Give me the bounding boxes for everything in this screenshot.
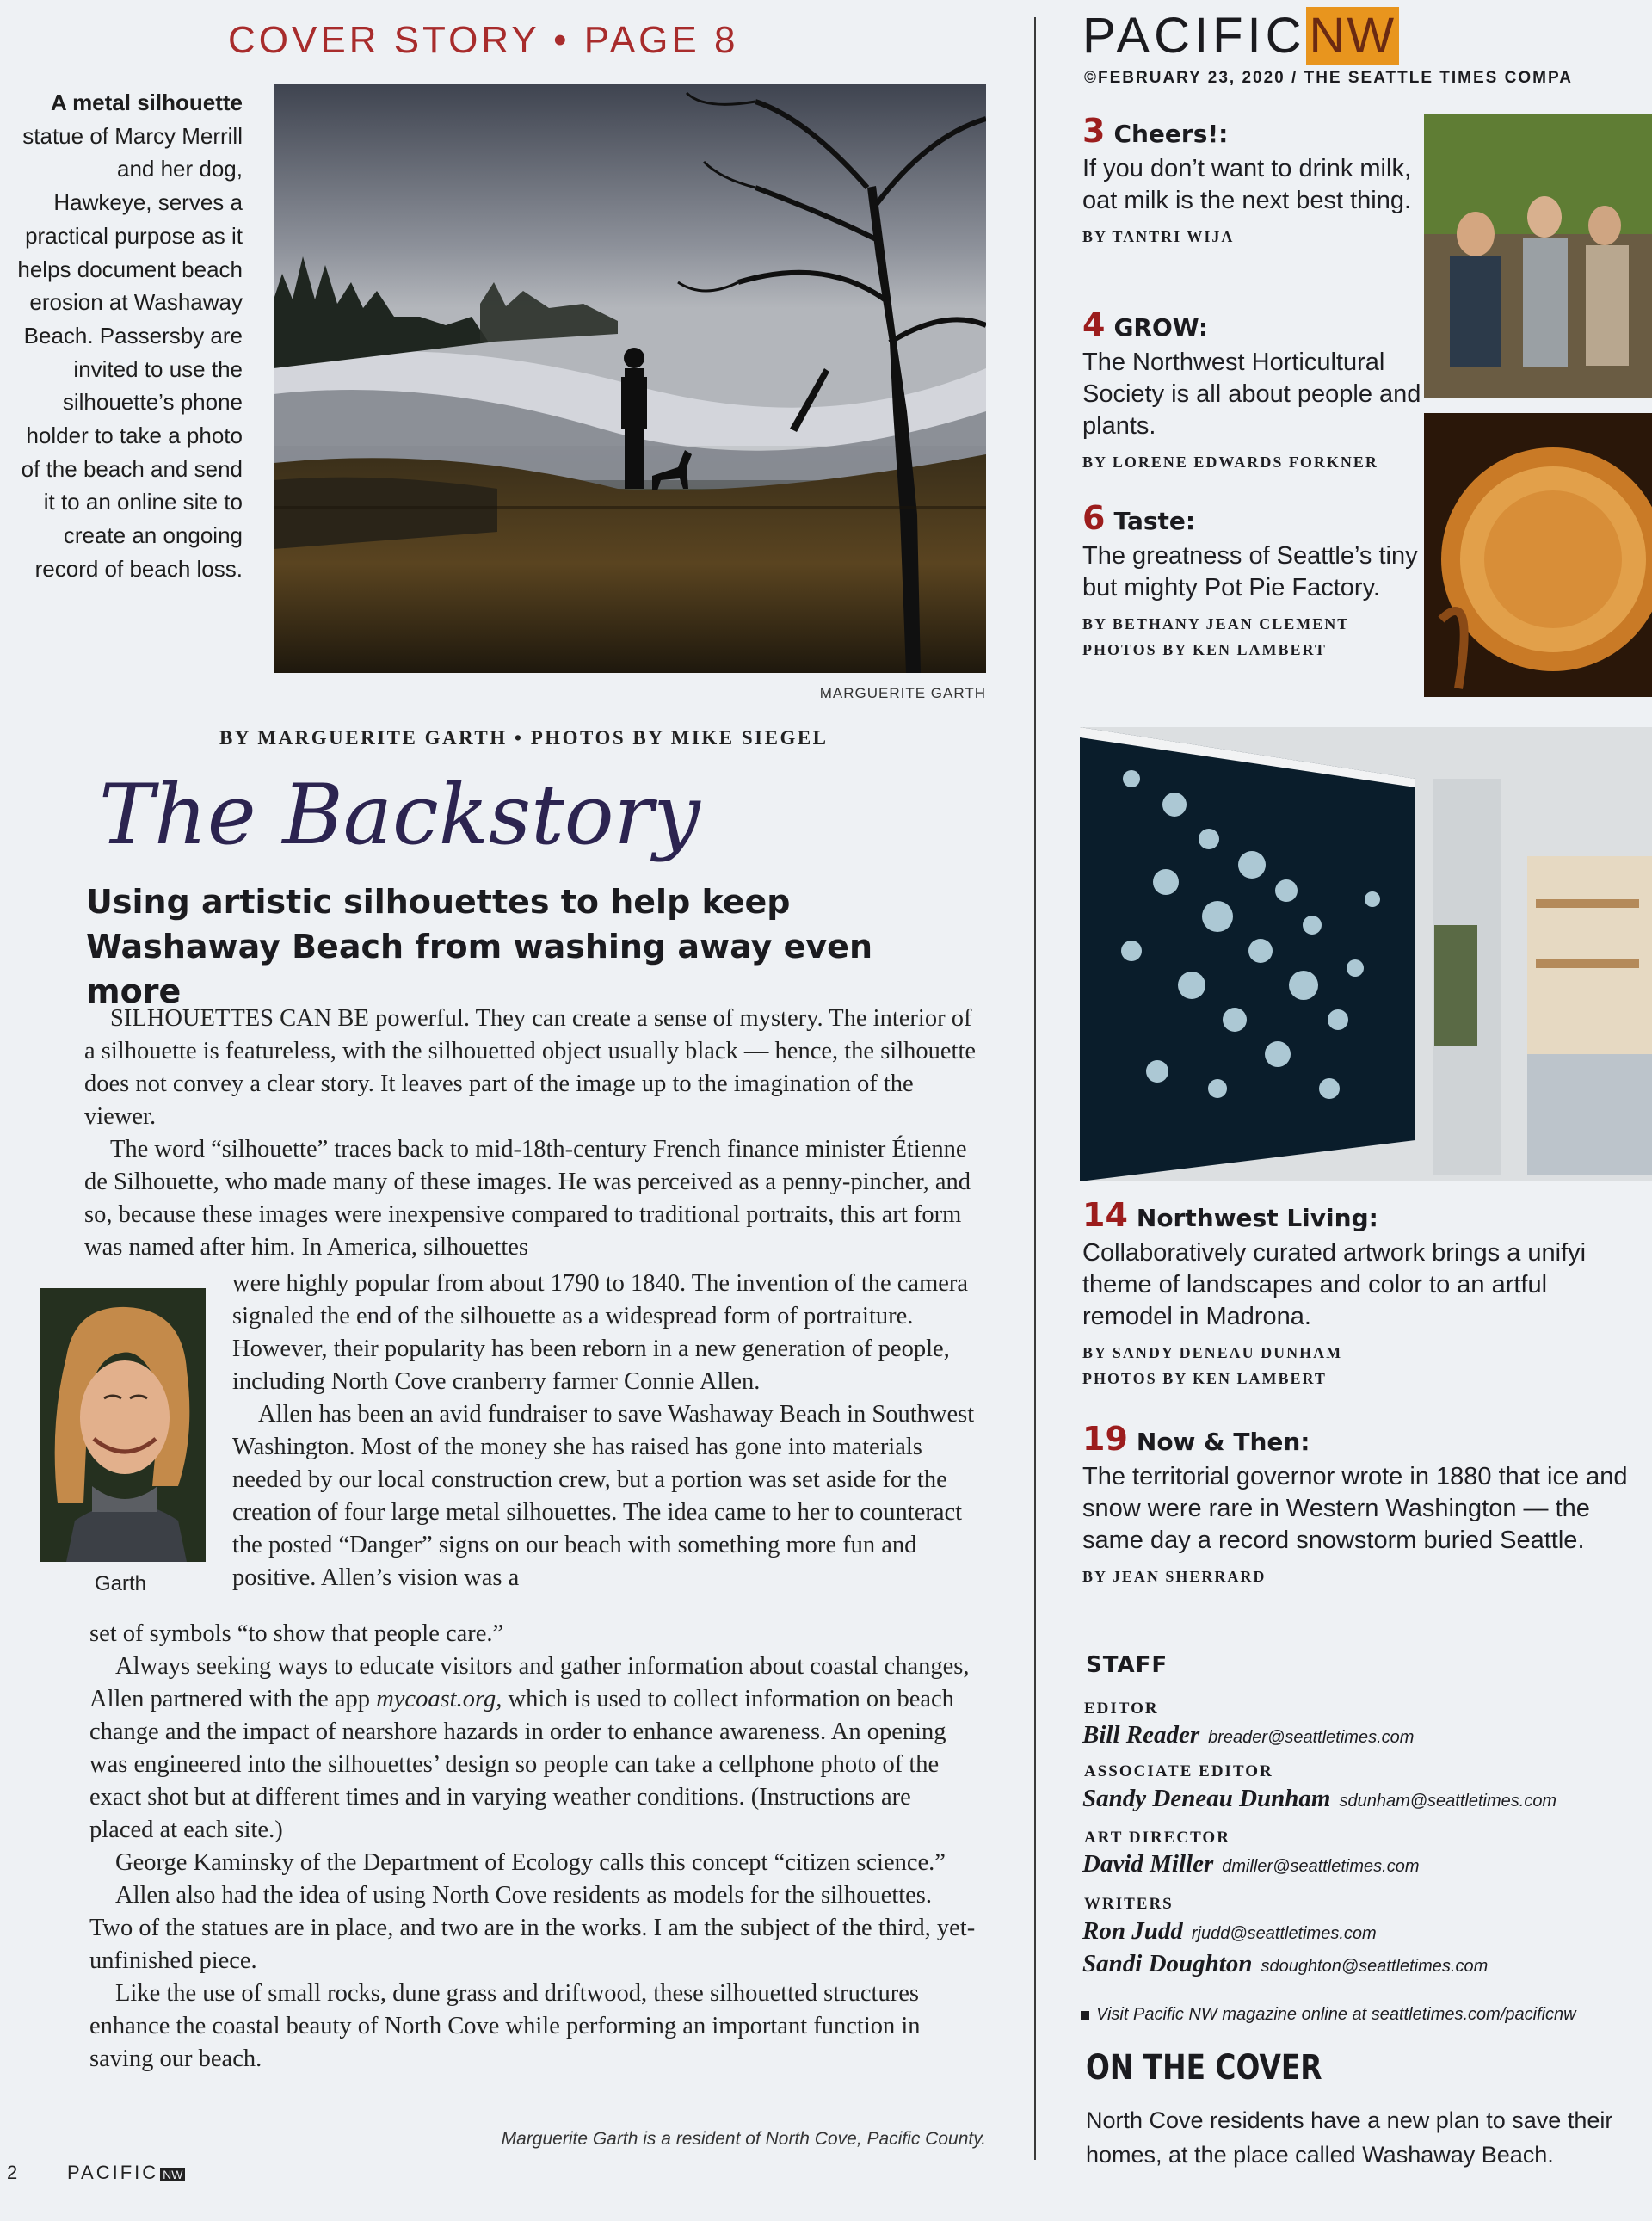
dateline: ©FEBRUARY 23, 2020 / THE SEATTLE TIMES COMPA <box>1084 69 1573 87</box>
toc-section: Northwest Living: <box>1136 1204 1378 1232</box>
article-body-part-3 <box>89 1618 976 2076</box>
visit-online-note <box>1081 2005 1576 2025</box>
toc-description: Collaboratively curated artwork brings a unifyi theme of landscapes and color to an artful remodel in Madrona. <box>1082 1239 1587 1330</box>
toc-description: If you don’t want to drink milk, oat milk is the next best thing. <box>1082 155 1412 214</box>
hero-photo-silhouette-beach <box>274 84 986 673</box>
body-paragraph-3a: Allen has been an avid fundraiser to save Washaway Beach in Southwest Washington. Most of the money she has raised has gone into materials needed by our local construction crew, but a portion was set aside for the creation of four large metal silhouettes. The idea came to her to counteract the posted “Danger” signs on our beach with something more fun and positive. Allen’s vision was a <box>232 1401 975 1591</box>
author-portrait-illustration <box>40 1288 206 1562</box>
column-divider <box>1034 17 1036 2160</box>
author-portrait <box>40 1288 206 1562</box>
body-paragraph-5: George Kaminsky of the Department of Ecology calls this concept “citizen science.” <box>115 1849 946 1876</box>
toc-item-taste[interactable] <box>1082 499 1422 663</box>
staff-member <box>1082 1917 1377 1946</box>
toc-description: The greatness of Seattle’s tiny but mighty Pot Pie Factory. <box>1082 542 1418 602</box>
staff-role-associate-editor: ASSOCIATE EDITOR <box>1084 1762 1273 1780</box>
author-signoff: Marguerite Garth is a resident of North Cove, Pacific County. <box>501 2129 986 2149</box>
toc-item-now-and-then[interactable] <box>1082 1420 1642 1589</box>
page-number: 2 <box>7 2162 18 2183</box>
staff-name: Sandi Doughton <box>1082 1950 1253 1977</box>
body-paragraph-4-before: Always seeking ways to educate visitors and gather information about coastal changes, Allen partnered with the app <box>89 1653 970 1712</box>
body-paragraph-6: Allen also had the idea of using North Cove residents as models for the silhouettes. Two of the statues are in place, and two are in the works. I am the subject of the third, yet-unfinished piece. <box>89 1882 976 1974</box>
photo-caption-lead: A metal silhouette <box>51 89 243 115</box>
toc-section: Now & Then: <box>1136 1428 1310 1456</box>
toc-credit: BY LORENE EDWARDS FORKNER <box>1082 453 1378 471</box>
staff-email-link[interactable]: breader@seattletimes.com <box>1208 1728 1415 1747</box>
on-the-cover-line-1: North Cove residents have a new plan to save their <box>1086 2107 1613 2133</box>
on-the-cover-heading: ON THE COVER <box>1086 2048 1322 2088</box>
toc-page-number: 19 <box>1082 1420 1128 1458</box>
footer-logo <box>67 2162 185 2184</box>
hero-photo-illustration <box>274 84 986 673</box>
body-paragraph-1: SILHOUETTES CAN BE powerful. They can create a sense of mystery. The interior of a silhouette is featureless, with the silhouetted object usually black — hence, the silhouette does not convey a clear story. It leaves part of the image up to the imagination of the viewer. <box>84 1005 977 1130</box>
staff-email-link[interactable]: rjudd@seattletimes.com <box>1191 1924 1377 1943</box>
body-paragraph-4-after: which is used to collect information on beach change and the impact of nearshore hazards in order to enhance awareness. An opening was engineered into the silhouettes’ design so people can take a cellphone photo of the exact shot but at different times and in varying weather conditions. (Instructions are placed at each site.) <box>89 1686 954 1843</box>
toc-credit: BY SANDY DENEAU DUNHAM <box>1082 1344 1343 1361</box>
toc-page-number: 14 <box>1082 1196 1128 1234</box>
app-name-mycoast: mycoast.org, <box>376 1686 502 1712</box>
staff-email-link[interactable]: sdunham@seattletimes.com <box>1339 1792 1557 1811</box>
staff-role-art-director: ART DIRECTOR <box>1084 1829 1230 1847</box>
visit-online-link[interactable]: Visit Pacific NW magazine online at seattletimes.com/pacificnw <box>1096 2005 1576 2024</box>
thumb-cheers-photo <box>1424 114 1652 398</box>
toc-photo-credit: PHOTOS BY KEN LAMBERT <box>1082 641 1327 658</box>
staff-email-link[interactable]: sdoughton@seattletimes.com <box>1261 1957 1489 1976</box>
toc-page-number: 6 <box>1082 499 1106 537</box>
article-title <box>82 749 736 895</box>
on-the-cover-text <box>1086 2103 1652 2172</box>
article-byline: BY MARGUERITE GARTH • PHOTOS BY MIKE SIEGEL <box>219 727 829 749</box>
staff-role-editor: EDITOR <box>1084 1700 1159 1718</box>
toc-page-number: 4 <box>1082 305 1106 343</box>
script-title-svg <box>82 749 736 895</box>
toc-description: The territorial governor wrote in 1880 that ice and snow were rare in Western Washington — the same day a record snowstorm buried Seattle. <box>1082 1463 1628 1554</box>
staff-member <box>1082 1721 1414 1749</box>
toc-section: GROW: <box>1113 313 1209 342</box>
staff-name: Sandy Deneau Dunham <box>1082 1785 1331 1812</box>
article-body-part-1 <box>84 1003 988 1264</box>
staff-member <box>1082 1785 1556 1813</box>
brand-nw: NW <box>1306 7 1400 65</box>
body-paragraph-2a: The word “silhouette” traces back to mid-18th-century French finance minister Étienne de Silhouette, who made many of these images. He was perceived as a penny-pincher, and so, because these images were inexpensive compared to traditional portraits, this art form was named after him. In America, silhouettes <box>84 1136 971 1261</box>
toc-item-grow[interactable] <box>1082 305 1422 475</box>
staff-role-writers: WRITERS <box>1084 1895 1174 1913</box>
article-deck: Using artistic silhouettes to help keep Washaway Beach from washing away even more <box>86 883 873 1010</box>
staff-name: Bill Reader <box>1082 1721 1200 1749</box>
toc-page-number: 3 <box>1082 112 1106 150</box>
toc-item-northwest-living[interactable] <box>1082 1196 1642 1391</box>
body-paragraph-7: Like the use of small rocks, dune grass and driftwood, these silhouetted structures enhance the coastal beauty of North Cove while performing an important function in saving our beach. <box>89 1980 921 2072</box>
brand-text: PACIFIC <box>1082 8 1306 64</box>
photo-caption <box>17 86 243 586</box>
body-paragraph-3b: set of symbols “to show that people care.” <box>89 1620 504 1647</box>
art-remodel-illustration <box>1080 727 1652 1181</box>
thumb-cheers-illustration <box>1424 114 1652 398</box>
toc-description: The Northwest Horticultural Society is all about people and plants. <box>1082 349 1421 440</box>
body-paragraph-4 <box>89 1650 976 1847</box>
toc-credit: BY TANTRI WIJA <box>1082 228 1235 245</box>
article-body-part-2 <box>232 1268 989 1595</box>
thumb-pot-pie-photo <box>1424 413 1652 697</box>
bullet-square-icon <box>1081 2011 1089 2020</box>
toc-photo-credit: PHOTOS BY KEN LAMBERT <box>1082 1370 1327 1387</box>
toc-section: Taste: <box>1113 507 1196 535</box>
pacificnw-logo <box>1082 7 1399 65</box>
staff-member <box>1082 1950 1488 1978</box>
footer-logo-nw: NW <box>160 2168 185 2181</box>
footer-logo-text: PACIFIC <box>67 2162 159 2183</box>
cover-story-header: COVER STORY • PAGE 8 <box>228 19 739 61</box>
staff-heading: STAFF <box>1086 1652 1168 1678</box>
staff-email-link[interactable]: dmiller@seattletimes.com <box>1222 1857 1420 1876</box>
toc-credit: BY BETHANY JEAN CLEMENT <box>1082 615 1350 632</box>
on-the-cover-line-2: homes, at the place called Washaway Beach. <box>1086 2142 1554 2168</box>
toc-section: Cheers!: <box>1113 120 1229 148</box>
body-paragraph-2b: were highly popular from about 1790 to 1840. The invention of the camera signaled the end of the silhouette as a widespread form of portraiture. However, their popularity has been reborn in a new generation of people, including North Cove cranberry farmer Connie Allen. <box>232 1270 969 1395</box>
photo-caption-text: statue of Marcy Merrill and her dog, Hawkeye, serves a practical purpose as it helps document beach erosion at Washaway Beach. Passersby are invited to use the silhouette’s phone holder to take a photo of the beach and send it to an online site to create an ongoing record of beach loss. <box>17 122 243 582</box>
toc-credit: BY JEAN SHERRARD <box>1082 1568 1267 1585</box>
script-title-text: The Backstory <box>99 767 700 863</box>
thumb-pot-pie-illustration <box>1424 413 1652 697</box>
author-portrait-caption: Garth <box>95 1572 147 1595</box>
staff-name: Ron Judd <box>1082 1917 1183 1945</box>
hero-photo-credit: MARGUERITE GARTH <box>819 685 986 701</box>
staff-name: David Miller <box>1082 1850 1214 1878</box>
toc-item-cheers[interactable] <box>1082 112 1422 250</box>
art-remodel-photo <box>1080 727 1652 1181</box>
staff-member <box>1082 1850 1420 1879</box>
